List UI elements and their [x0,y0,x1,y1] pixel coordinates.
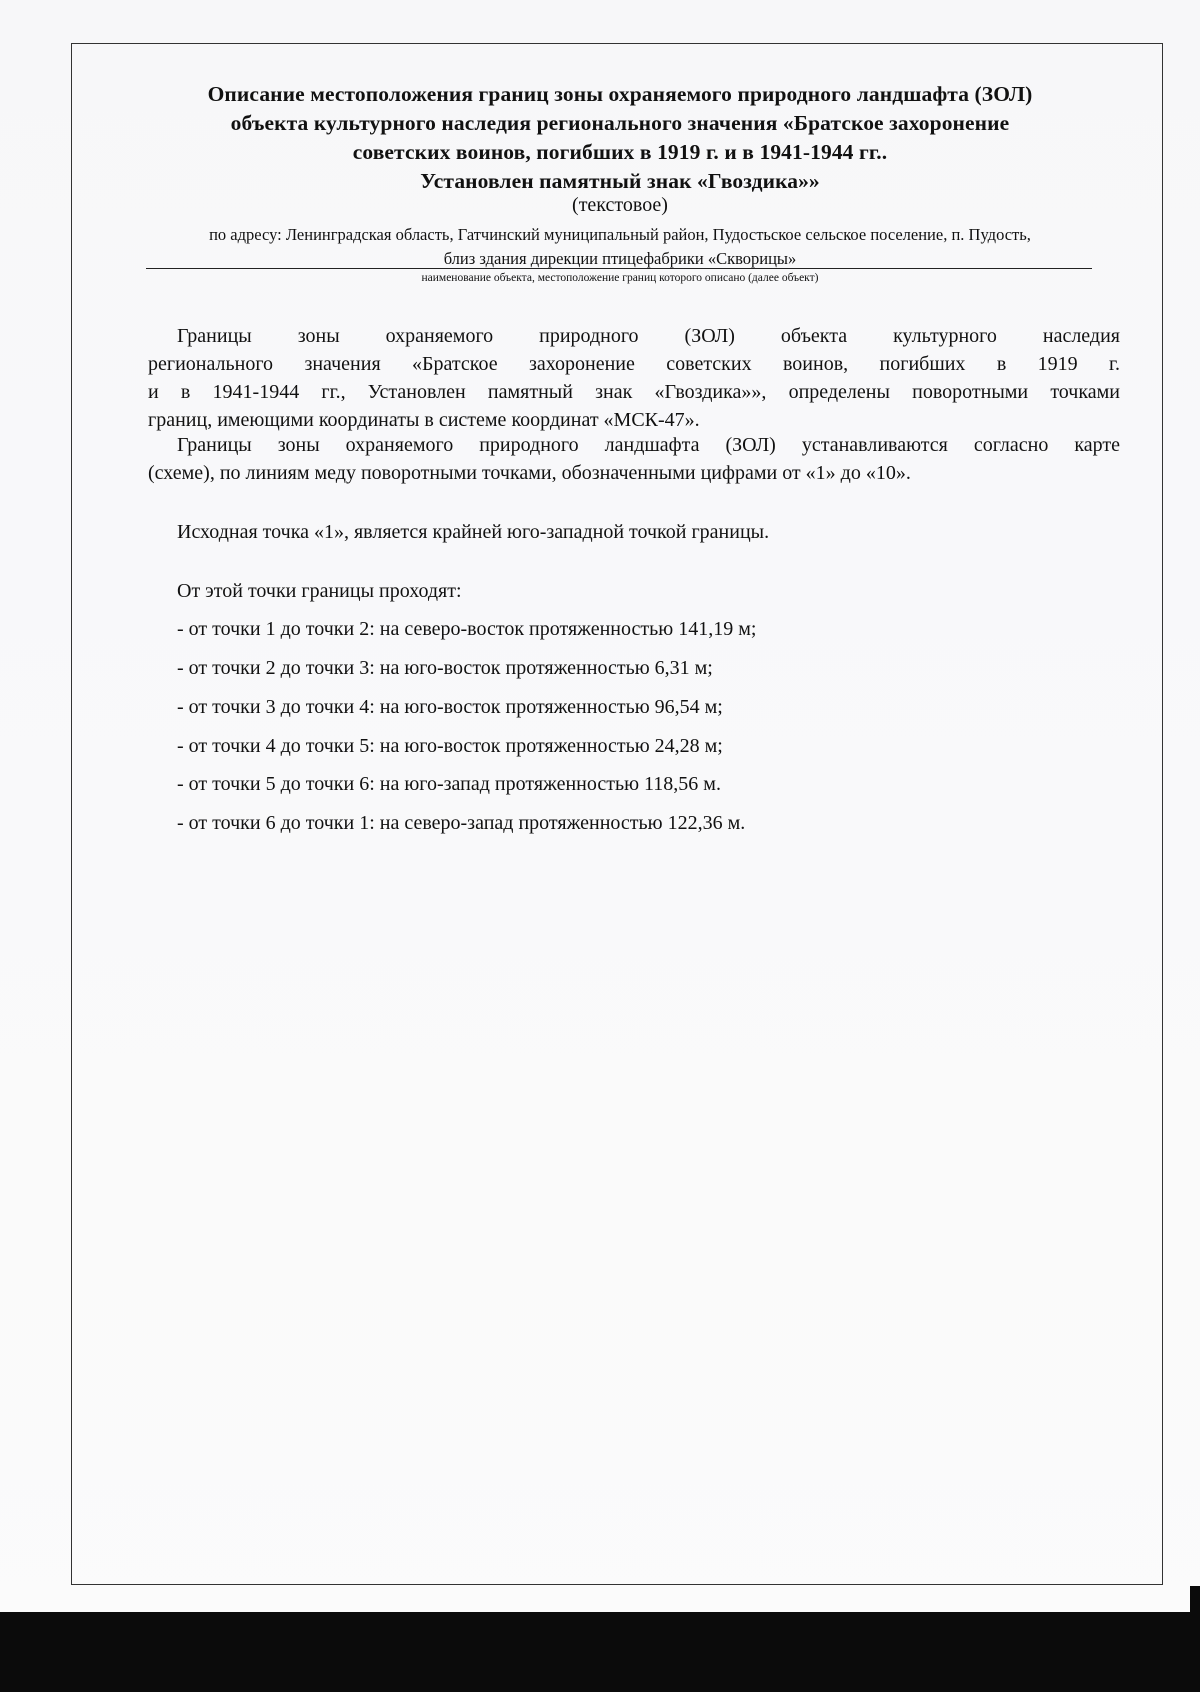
title-line: объекта культурного наследия регионального значения «Братское захоронение [230,111,1010,135]
address-underline [146,268,1092,269]
boundary-segment-item: - от точки 6 до точки 1: на северо-запад протяженностью 122,36 м. [177,812,746,834]
document-title [120,80,1120,196]
paragraph-line: и в 1941-1944 гг., Установлен памятный знак «Гвоздика»», определены поворотными точками [148,381,1120,403]
paragraph-line: границ, имеющими координаты в системе координат «МСК-47». [148,409,700,431]
title-line: Описание местоположения границ зоны охраняемого природного ландшафта (ЗОЛ) [207,82,1033,106]
paragraph-line: Границы зоны охраняемого природного ландшафта (ЗОЛ) устанавливаются согласно карте [177,434,1120,456]
start-point-text: Исходная точка «1», является крайней юго-западной точкой границы. [177,521,770,543]
address-line: по адресу: Ленинградская область, Гатчинский муниципальный район, Пудостьское сельское поселение, п. Пудость, [209,225,1031,244]
boundary-segment-item: - от точки 5 до точки 6: на юго-запад протяженностью 118,56 м. [177,773,721,795]
boundary-segment-item: - от точки 2 до точки 3: на юго-восток протяженностью 6,31 м; [177,657,713,679]
boundary-segment-item: - от точки 3 до точки 4: на юго-восток протяженностью 96,54 м; [177,696,723,718]
paragraph-line: Границы зоны охраняемого природного (ЗОЛ) объекта культурного наследия [177,325,1120,347]
paragraph-boundaries-scheme [148,431,1120,487]
title-line: Установлен памятный знак «Гвоздика»» [420,169,820,193]
boundary-intro-text: От этой точки границы проходят: [177,580,462,602]
paragraph-line: регионального значения «Братское захоронение советских воинов, погибших в 1919 г. [148,353,1120,375]
paragraph-boundaries-definition [148,322,1120,434]
address-line: близ здания дирекции птицефабрики «Скворицы» [443,249,797,268]
boundary-segment-item: - от точки 1 до точки 2: на северо-восток протяженностью 141,19 м; [177,618,757,640]
paragraph-line: (схеме), по линиям меду поворотными точками, обозначенными цифрами от «1» до «10». [148,462,911,484]
boundary-segment-item: - от точки 4 до точки 5: на юго-восток протяженностью 24,28 м; [177,735,723,757]
title-line: советских воинов, погибших в 1919 г. и в 1941-1944 гг.. [352,140,888,164]
object-address [100,223,1140,271]
address-caption: наименование объекта, местоположение границ которого описано (далее объект) [421,272,819,284]
document-subtitle: (текстовое) [572,194,668,216]
scan-bottom-shadow [0,1612,1200,1692]
